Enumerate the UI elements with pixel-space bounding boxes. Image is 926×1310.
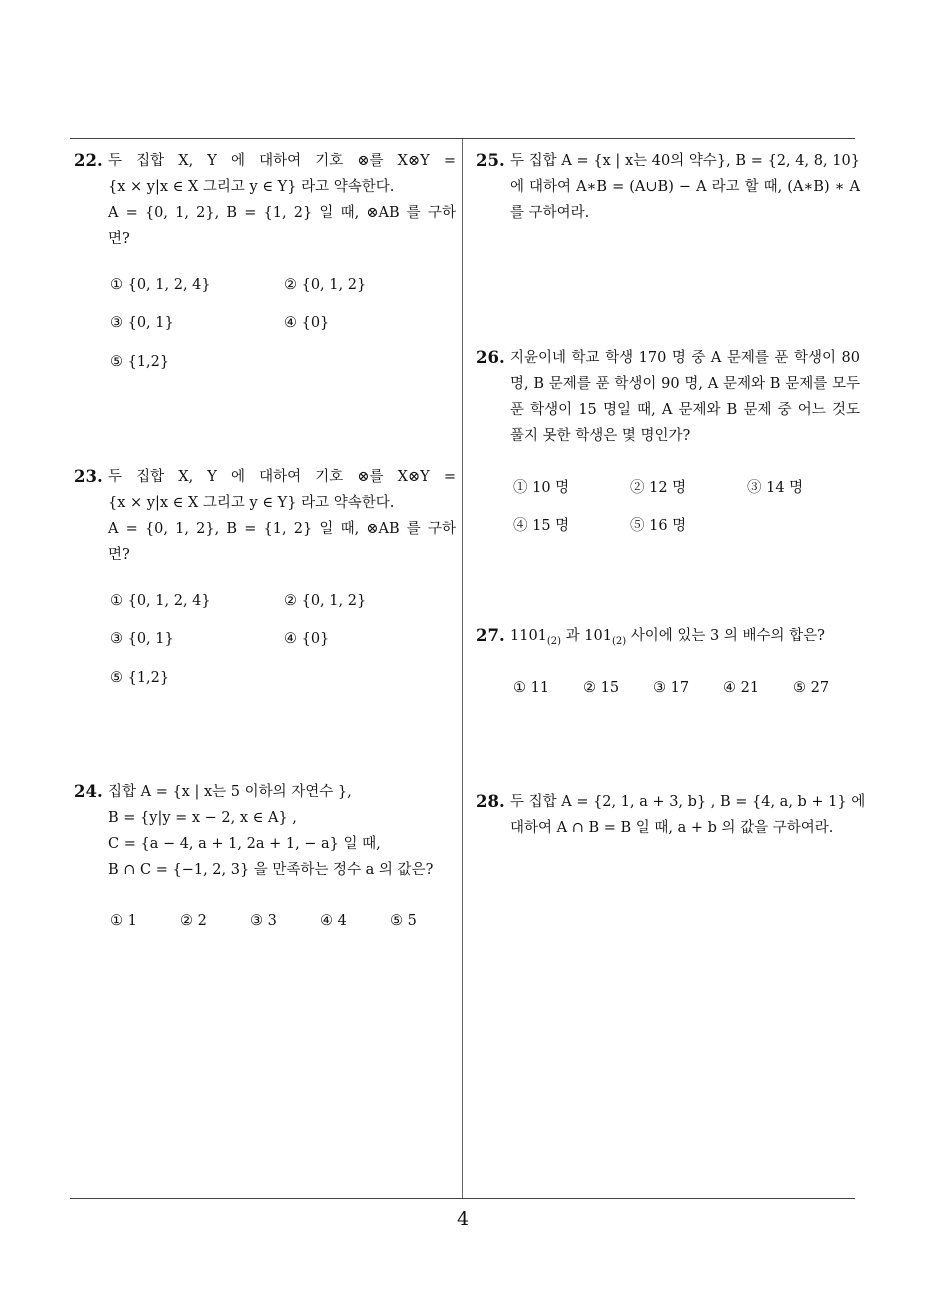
column-divider [462, 139, 463, 1199]
choice-5[interactable]: ⑤ {1,2} [110, 354, 170, 370]
question-text-line: 풀지 못한 학생은 몇 명인가? [510, 428, 691, 444]
bottom-rule [70, 1198, 855, 1199]
question-text-line: 면? [108, 547, 130, 563]
question-text-line: 두 집합 X, Y 에 대하여 기호 ⊗를 X⊗Y = [108, 153, 456, 169]
choice-1[interactable]: ① 1 [110, 913, 137, 929]
choice-3[interactable]: ③ 14 명 [747, 480, 804, 496]
question-text-line: {x × y|x ∈ X 그리고 y ∈ Y} 라고 약속한다. [108, 179, 395, 195]
choice-4[interactable]: ④ 15 명 [513, 518, 570, 534]
choice-5[interactable]: ⑤ 5 [390, 913, 417, 929]
binary-number: 1101 [510, 628, 547, 644]
question-26 [476, 345, 860, 449]
question-text-line: B ∩ C = {−1, 2, 3} 을 만족하는 정수 a 의 값은? [108, 862, 434, 878]
question-text-line: 대하여 A ∩ B = B 일 때, a + b 의 값을 구하여라. [510, 820, 834, 836]
question-text-line: 두 집합 X, Y 에 대하여 기호 ⊗를 X⊗Y = [108, 469, 456, 485]
choice-4[interactable]: ④ {0} [284, 631, 330, 647]
choice-1[interactable]: ① 11 [513, 680, 550, 696]
question-text-line: A = {0, 1, 2}, B = {1, 2} 일 때, ⊗AB 를 구하 [108, 205, 456, 221]
choice-1[interactable]: ① {0, 1, 2, 4} [110, 593, 211, 609]
question-number: 25. [476, 151, 505, 170]
choice-2[interactable]: ② 12 명 [630, 480, 687, 496]
choice-5[interactable]: ⑤ 27 [793, 680, 830, 696]
question-number: 23. [74, 467, 103, 486]
question-23 [74, 464, 456, 568]
choice-2[interactable]: ② {0, 1, 2} [284, 593, 367, 609]
question-number: 24. [74, 782, 103, 801]
base-subscript: (2) [546, 635, 562, 647]
question-text: 사이에 있는 3 의 배수의 합은? [626, 628, 825, 644]
question-27 [476, 623, 860, 655]
question-22 [74, 148, 456, 252]
question-text-line: B = {y|y = x − 2, x ∈ A} , [108, 810, 297, 826]
choice-3[interactable]: ③ {0, 1} [110, 631, 174, 647]
question-text-line [510, 623, 860, 655]
choice-3[interactable]: ③ 3 [250, 913, 277, 929]
question-number: 22. [74, 151, 103, 170]
question-text-line: 지윤이네 학교 학생 170 명 중 A 문제를 푼 학생이 80 [510, 350, 860, 366]
question-25 [476, 148, 860, 226]
question-text-line: 두 집합 A = {2, 1, a + 3, b} , B = {4, a, b + 1} 에 [510, 794, 866, 810]
question-text-line: 집합 A = {x | x는 5 이하의 자연수 }, [108, 784, 352, 800]
choice-4[interactable]: ④ 4 [320, 913, 347, 929]
question-text-line: 두 집합 A = {x | x는 40의 약수}, B = {2, 4, 8, 10} [510, 153, 860, 169]
choice-2[interactable]: ② 15 [583, 680, 620, 696]
choice-1[interactable]: ① {0, 1, 2, 4} [110, 277, 211, 293]
question-text: 과 101 [561, 628, 612, 644]
choice-4[interactable]: ④ 21 [723, 680, 760, 696]
question-text-line: {x × y|x ∈ X 그리고 y ∈ Y} 라고 약속한다. [108, 495, 395, 511]
question-28 [476, 789, 866, 841]
question-text-line: A = {0, 1, 2}, B = {1, 2} 일 때, ⊗AB 를 구하 [108, 521, 456, 537]
choice-5[interactable]: ⑤ 16 명 [630, 518, 687, 534]
choice-5[interactable]: ⑤ {1,2} [110, 670, 170, 686]
choice-4[interactable]: ④ {0} [284, 315, 330, 331]
choice-1[interactable]: ① 10 명 [513, 480, 570, 496]
question-text-line: 를 구하여라. [510, 205, 590, 221]
question-text-line: 에 대하여 A∗B = (A∪B) − A 라고 할 때, (A∗B) ∗ A [510, 179, 860, 195]
question-number: 28. [476, 792, 505, 811]
question-text-line: 면? [108, 231, 130, 247]
question-24 [74, 779, 456, 883]
choice-3[interactable]: ③ 17 [653, 680, 690, 696]
choice-2[interactable]: ② {0, 1, 2} [284, 277, 367, 293]
page-number: 4 [456, 1208, 470, 1230]
choice-3[interactable]: ③ {0, 1} [110, 315, 174, 331]
question-text-line: 푼 학생이 15 명일 때, A 문제와 B 문제 중 어느 것도 [510, 402, 860, 418]
base-subscript: (2) [611, 635, 627, 647]
question-number: 26. [476, 348, 505, 367]
question-text-line: C = {a − 4, a + 1, 2a + 1, − a} 일 때, [108, 836, 381, 852]
choice-2[interactable]: ② 2 [180, 913, 207, 929]
question-text-line: 명, B 문제를 푼 학생이 90 명, A 문제와 B 문제를 모두 [510, 376, 860, 392]
question-number: 27. [476, 626, 505, 645]
